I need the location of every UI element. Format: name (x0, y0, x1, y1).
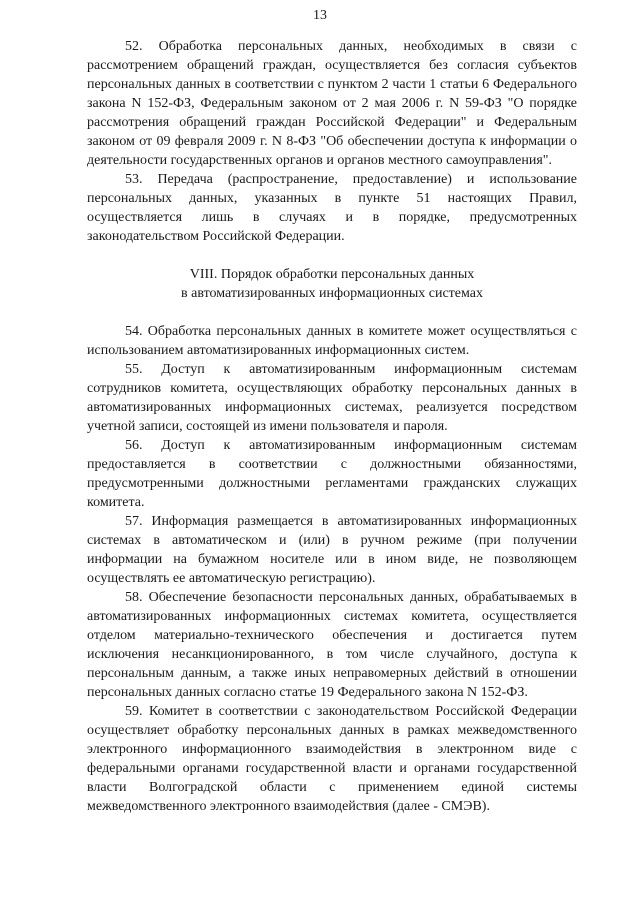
paragraph-53: 53. Передача (распространение, предоставление) и использование персональных данных, указанных в пункте 51 настоящих Правил, осуществляется лишь в случаях и в порядке, предусмотренных законодательством Российской Федерации. (87, 172, 577, 244)
section-heading-line-2: в автоматизированных информационных системах (181, 286, 483, 301)
paragraph-54: 54. Обработка персональных данных в комитете может осуществляться с использованием автоматизированных информационных систем. (87, 324, 577, 358)
paragraph-58: 58. Обеспечение безопасности персональных данных, обрабатываемых в автоматизированных информационных системах комитета, осуществляется отделом материально-технического обеспечения и достигается путем исключения несанкционированного, в том числе случайного, доступа к персональным данным, а также иных неправомерных действий в отношении персональных данных согласно статье 19 Федерального закона N 152-ФЗ. (87, 590, 577, 700)
paragraph-55: 55. Доступ к автоматизированным информационным системам сотрудников комитета, осуществляющих обработку персональных данных в автоматизированных информационных системах, реализуется посредством учетной записи, состоящей из имени пользователя и пароля. (87, 362, 577, 434)
section-heading (87, 265, 577, 303)
paragraph-56: 56. Доступ к автоматизированным информационным системам предоставляется в соответствии с должностными обязанностями, предусмотренными должностными регламентами гражданских служащих комитета. (87, 438, 577, 510)
document-body (87, 37, 577, 816)
paragraph-59: 59. Комитет в соответствии с законодательством Российской Федерации осуществляет обработку персональных данных в рамках межведомственного электронного информационного взаимодействия в электронном виде с федеральными органами государственной власти и органами государственной власти Волгоградской области с применением единой системы межведомственного электронного взаимодействия (далее - СМЭВ). (87, 704, 577, 814)
paragraph-57: 57. Информация размещается в автоматизированных информационных системах в автоматическом и (или) в ручном режиме (при получении информации на бумажном носителе или в ином виде, не позволяющем осуществлять ее автоматическую регистрацию). (87, 514, 577, 586)
page-number: 13 (313, 8, 327, 23)
section-heading-line-1: VIII. Порядок обработки персональных данных (189, 267, 475, 282)
paragraph-52: 52. Обработка персональных данных, необходимых в связи с рассмотрением обращений граждан, осуществляется без согласия субъектов персональных данных в соответствии с пунктом 2 части 1 статьи 6 Федерального закона N 152-ФЗ, Федеральным законом от 2 мая 2006 г. N 59-ФЗ "О порядке рассмотрения обращений граждан Российской Федерации" и Федеральным законом от 09 февраля 2009 г. N 8-ФЗ "Об обеспечении доступа к информации о деятельности государственных органов и органов местного самоуправления". (87, 39, 577, 168)
